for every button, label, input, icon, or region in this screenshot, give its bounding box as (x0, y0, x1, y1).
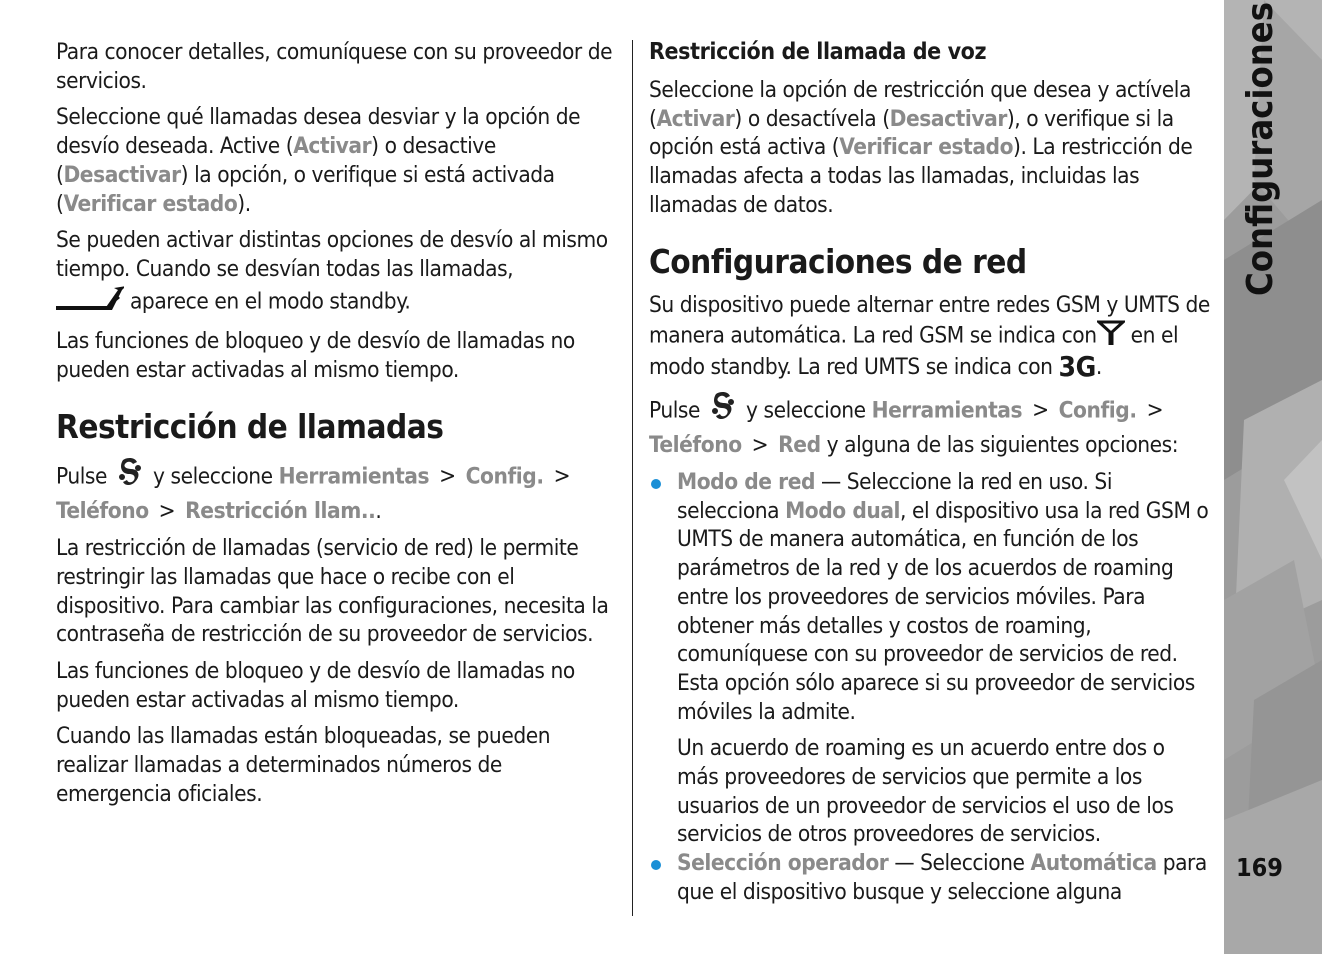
path-config: Config. (1058, 396, 1137, 423)
page-number: 169 (1236, 853, 1283, 882)
option-modo-de-red: Modo de red — Seleccione la red en uso. Si selecciona Modo dual, el dispositivo usa la red GSM o UMTS de manera automática, en función de los parámetros de la red y de los acuerdos de roaming entre los proveedores de servicios móviles. Para obtener más detalles y costos de roaming, comuníquese con su proveedor de servicios de red. Esta opción sólo aparece si su proveedor de servicios móviles la admite. (677, 469, 1209, 725)
path-config: Config. (465, 463, 544, 490)
path-red: Red (778, 432, 821, 459)
paragraph-block-divert-note: Las funciones de bloqueo y de desvío de llamadas no pueden estar activadas al mismo tiempo. (56, 328, 575, 384)
option-term: Modo de red (677, 469, 816, 496)
left-column (56, 38, 618, 816)
menu-key-icon (706, 390, 740, 432)
gsm-antenna-icon (1097, 319, 1125, 353)
modo-dual-option: Modo dual (785, 497, 901, 524)
list-item (649, 849, 1211, 906)
desactivar-option: Desactivar (63, 161, 181, 188)
paragraph-emergency-calls: Cuando las llamadas están bloqueadas, se pueden realizar llamadas a determinados números de emergencia oficiales. (56, 723, 551, 807)
chapter-title: Configuraciones (1240, 1, 1281, 296)
subheading-voice-restriction: Restricción de llamada de voz (649, 39, 987, 65)
activar-option: Activar (656, 105, 735, 132)
path-restriccion-llam: Restricción llam.. (185, 498, 376, 525)
paragraph-block-divert-note-2: Las funciones de bloqueo y de desvío de llamadas no pueden estar activadas al mismo tiempo. (56, 657, 575, 713)
paragraph-roaming-agreement: Un acuerdo de roaming es un acuerdo entre dos o más proveedores de servicios que permite a los usuarios de un proveedor de servicios el uso de los servicios de otros proveedores de servicios. (677, 735, 1174, 848)
paragraph-voice-restriction: Seleccione la opción de restricción que desea y actívela (Activar) o desactívela (Desactivar), o verifique si la opción está activa (Verificar estado). La restricción de llamadas afecta a todas las llamadas, incluidas las llamadas de datos. (649, 77, 1193, 218)
path-telefono: Teléfono (649, 432, 742, 459)
menu-path-restriction: Pulse y seleccione Herramientas > Config. > Teléfono > Restricción llam... (56, 456, 618, 526)
paragraph-divert-options: Seleccione qué llamadas desea desviar y la opción de desvío deseada. Active (Activar) o desactive (Desactivar) la opción, o verifique si está activada (Verificar estado). (56, 104, 581, 217)
3g-icon: 3G (1058, 350, 1096, 384)
paragraph-network-modes: Su dispositivo puede alternar entre redes GSM y UMTS de manera automática. La red GSM se indica con en el modo standby. La red UMTS se indica con 3G. (649, 291, 1210, 384)
bullet-icon (651, 860, 661, 870)
option-term: Selección operador (677, 850, 889, 877)
activar-option: Activar (293, 133, 372, 160)
path-telefono: Teléfono (56, 498, 149, 525)
paragraph-divert-standby: Se pueden activar distintas opciones de desvío al mismo tiempo. Cuando se desvían todas las llamadas, aparece en el modo standby. (56, 226, 618, 319)
verificar-estado-option: Verificar estado (839, 134, 1014, 161)
bullet-icon (651, 479, 661, 489)
menu-path-network: Pulse y seleccione Herramientas > Config. > Teléfono > Red y alguna de las siguientes opciones: (649, 390, 1211, 460)
column-divider (632, 40, 633, 916)
network-options-list (649, 468, 1211, 907)
list-item (649, 468, 1211, 849)
path-herramientas: Herramientas (871, 396, 1023, 423)
heading-call-restriction: Restricción de llamadas (56, 406, 444, 446)
path-herramientas: Herramientas (278, 463, 430, 490)
heading-network-settings: Configuraciones de red (649, 241, 1027, 281)
desactivar-option: Desactivar (889, 105, 1007, 132)
call-divert-icon (56, 284, 124, 320)
menu-key-icon (113, 456, 147, 498)
option-seleccion-operador: Selección operador — Seleccione Automática para que el dispositivo busque y seleccione alguna (677, 850, 1207, 905)
right-column (649, 38, 1211, 915)
verificar-estado-option: Verificar estado (63, 190, 238, 217)
paragraph-intro: Para conocer detalles, comuníquese con su proveedor de servicios. (56, 39, 613, 94)
paragraph-restriction-service: La restricción de llamadas (servicio de red) le permite restringir las llamadas que hace o recibe con el dispositivo. Para cambiar las configuraciones, necesita la contraseña de restricción de su proveedor de servicios. (56, 535, 609, 648)
automatica-option: Automática (1030, 850, 1157, 877)
